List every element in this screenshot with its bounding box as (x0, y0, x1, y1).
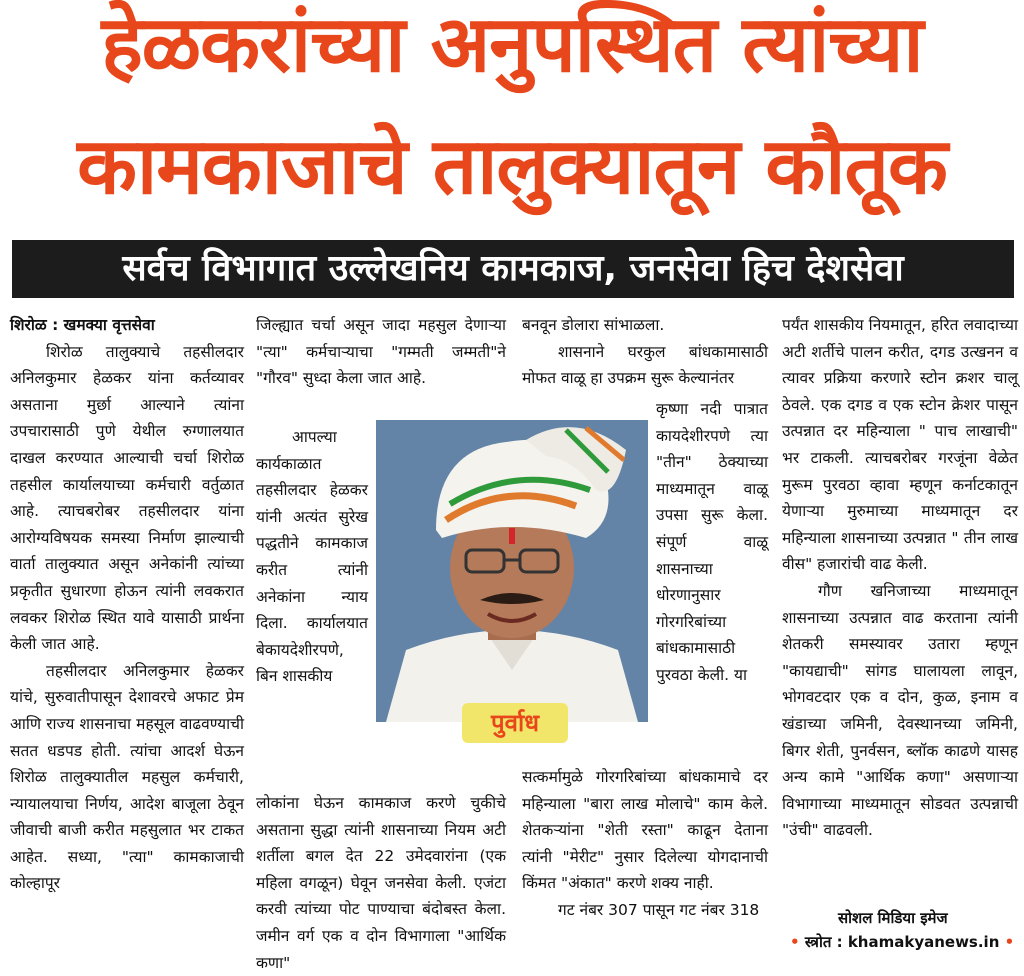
paragraph: आपल्या कार्यकाळात तहसीलदार हेळकर यांनी अत्यंत सुरेख पद्धतीने कामकाज करीत त्यांनी अनेकांना न्याय दिला. कार्यालयात बेकायदेशीरपणे, बिन शासकीय (256, 428, 368, 686)
dateline: शिरोळ : खमक्या वृत्तसेवा (10, 316, 155, 334)
paragraph: शिरोळ तालुक्याचे तहसीलदार अनिलकुमार हेळकर यांना कर्तव्यावर असताना मुर्छा आल्याने त्यांना उपचारासाठी पुणे येथील रुग्णालयात दाखल करण्यात आल्याची चर्चा शिरोळ तहसील कार्यालयाच्या कर्मचारी वर्तुळात आहे. त्याचबरोबर तहसीलदार यांना आरोग्यविषयक समस्या निर्माण झाल्याची वार्ता तालुक्यात असून अनेकांनी त्यांच्या प्रकृतीत सुधारणा होऊन त्यांनी लवकरात लवकर शिरोळ स्थित यावे यासाठी प्रार्थना केली जात आहे. (10, 342, 244, 654)
article-column-3-bottom (522, 764, 768, 924)
paragraph: लोकांना घेऊन कामकाज करणे चुकीचे असताना सुद्धा त्यांनी शासनाच्या नियम अटी शर्तीला बगल देत 22 उमेदवारांना (एक महिला वगळून) घेवून जनसेवा केली. एजंटा करवी त्यांच्या पोट पाण्याचा बंदोबस्त केला. जमीन वर्ग एक व दोन विभागाला "आर्थिक कणा" (256, 794, 506, 972)
source-line (790, 932, 1014, 952)
paragraph: गौण खनिजाच्या माध्यमातून शासनाच्या उत्पन्नात वाढ करताना त्यांनी शेतकरी समस्यावर उतारा म्हणून "कायद्याची" सांगड घालायला लावून, भोगवटदार एक व दोन, कुळ, इनाम व खंडाच्या जमिनी, देवस्थानच्या जमिनी, बिगर शेती, पुनर्वसन, ब्लॉक काढणे यासह अन्य कामे "आर्थिक कणा" असणाऱ्या विभागाच्या माध्यमातून सोडवत उत्पन्नाची "उंची" वाढवली. (782, 581, 1018, 840)
paragraph: शासनाने घरकुल बांधकामासाठी मोफत वाळू हा उपक्रम सुरू केल्यानंतर (522, 342, 768, 388)
paragraph: गट नंबर 307 पासून गट नंबर 318 (558, 900, 760, 919)
paragraph: बनवून डोलारा सांभाळला. (522, 316, 665, 334)
paragraph: जिल्ह्यात चर्चा असून जादा महसुल देणाऱ्या "त्या" कर्मचाऱ्याचा "गम्मती जम्मती"ने "गौरव" सुध्दा केला जात आहे. (256, 316, 506, 388)
series-badge: पुर्वाध (462, 703, 568, 743)
bullet-icon: • (790, 933, 800, 951)
paragraph: पर्यंत शासकीय नियमातून, हरित लवादाच्या अटी शर्तीचे पालन करीत, दगड उत्खनन व त्यावर प्रक्रिया करणारे स्टोन क्रशर चालू ठेवले. एक दगड व एक स्टोन क्रेशर पासून उत्पन्नात दर महिन्याला " पाच लाखाची" भर टाकली. त्याचबरोबर गरजूंना वेळेत मुरूम पुरवठा व्हावा म्हणून कर्नाटकातून येणाऱ्या मुरुमाच्या माध्यमातून दर महिन्याला शासनाच्या उत्पन्नात " तीन लाख वीस" हजारांची वाढ केली. (782, 316, 1018, 574)
article-column-1 (10, 312, 244, 897)
headline-line-1: हेळकरांच्या अनुपस्थित त्यांच्या (101, 0, 923, 90)
paragraph: कृष्णा नदी पात्रात कायदेशीरपणे त्या "तीन" ठेक्याच्या माध्यमातून वाळू उपसा सुरू केला. संपूर्ण वाळू शासनाच्या धोरणानुसार गोरगरिबांच्या बांधकामासाठी पुरवठा केली. या (656, 400, 768, 684)
subheadline: सर्वच विभागात उल्लेखनिय कामकाज, जनसेवा हिच देशसेवा (122, 248, 904, 289)
paragraph: तहसीलदार अनिलकुमार हेळकर यांचे, सुरुवातीपासून देशावरचे अफाट प्रेम आणि राज्य शासनाचा महसूल वाढवण्याची सतत धडपड होती. त्यांचा आदर्श घेऊन शिरोळ तालुक्यातील महसुल कर्मचारी, न्यायालयाचा निर्णय, आदेश बाजूला ठेवून जीवाची बाजी करीत महसुलात भर टाकत आहेत. सध्या, "त्या" कामकाजाची कोल्हापूर (10, 661, 244, 893)
article-column-2-bottom (256, 790, 506, 976)
source-text: स्त्रोत : khamakyanews.in (804, 933, 1000, 951)
subheadline-bar (12, 240, 1014, 298)
image-credit: सोशल मिडिया इमेज (838, 909, 948, 927)
article-column-2-narrow (256, 424, 368, 690)
article-column-3-top (522, 312, 768, 392)
portrait-illustration (376, 420, 648, 722)
bullet-icon: • (1004, 933, 1015, 951)
portrait-photo (376, 420, 648, 722)
article-column-2-top (256, 312, 506, 392)
paragraph: सत्कर्मामुळे गोरगरिबांच्या बांधकामाचे दर महिन्याला "बारा लाख मोलाचे" काम केले. शेतकऱ्यांना "शेती रस्ता" काढून देताना त्यांनी "मेरीट" नुसार दिलेल्या योगदानाची किंमत "अंकात" करणे शक्य नाही. (522, 768, 768, 893)
headline-line-2: कामकाजाचे तालुक्यातून कौतूक (77, 122, 947, 212)
article-column-3-narrow (656, 396, 768, 689)
article-column-4 (782, 312, 1018, 844)
